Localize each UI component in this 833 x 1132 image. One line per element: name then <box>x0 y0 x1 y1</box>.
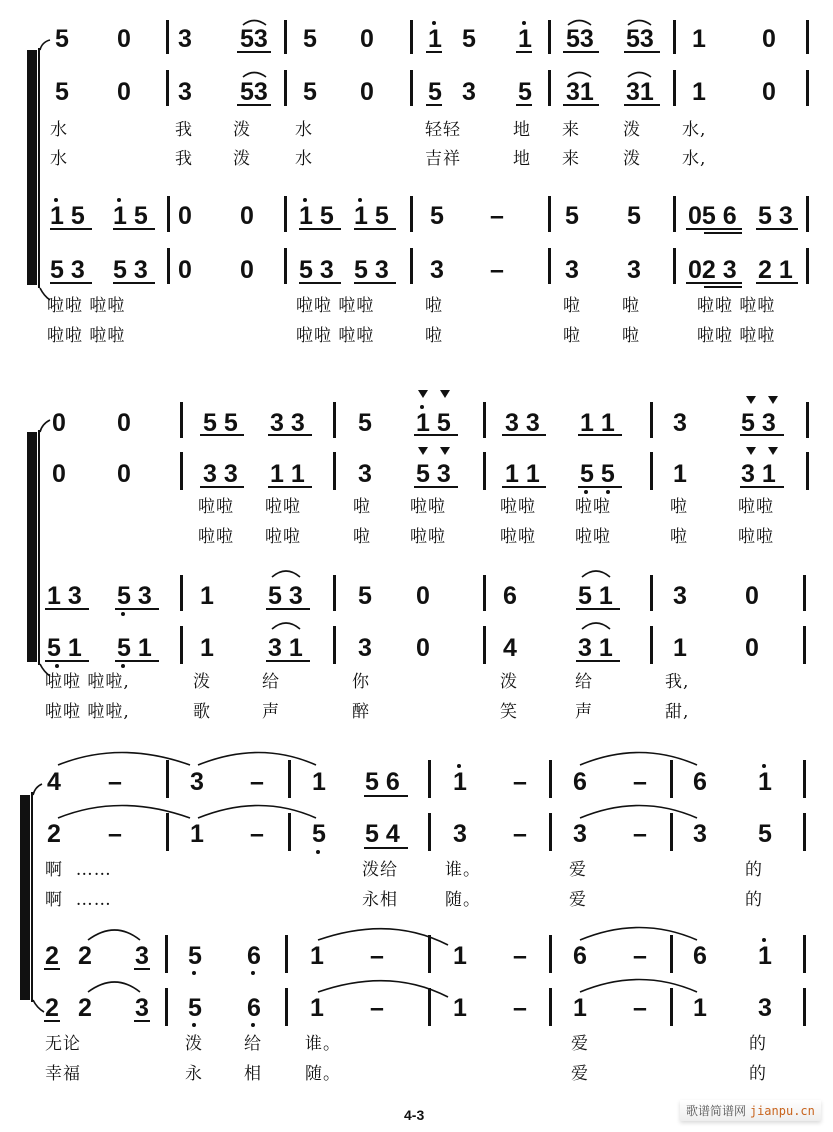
note: 1 1 <box>270 460 305 488</box>
note: 5 <box>188 994 202 1022</box>
note: 3 <box>135 994 149 1022</box>
note: 4 <box>503 634 517 662</box>
lyric: 随。 <box>445 890 481 910</box>
note: 5 <box>430 202 444 230</box>
note: 1 <box>453 994 467 1022</box>
note: 0 <box>117 25 131 53</box>
lyric: 吉祥 <box>425 149 461 169</box>
lyric: 啦 <box>563 296 581 316</box>
note: 1 <box>693 994 707 1022</box>
lyric: 我, <box>665 672 690 692</box>
note: 1 <box>573 994 587 1022</box>
lyric: 泼 <box>193 672 211 692</box>
lyric: 啦啦 啦啦 <box>296 326 375 346</box>
note: 3 <box>462 78 476 106</box>
lyric: 啦啦 <box>738 527 774 547</box>
lyric: 水 <box>295 149 313 169</box>
note: 5 3 <box>299 256 334 284</box>
note: 0 <box>52 460 66 488</box>
note: 3 3 <box>203 460 238 488</box>
lyric: 啦啦 <box>410 497 446 517</box>
note: 6 <box>573 942 587 970</box>
note: 0 <box>240 256 254 284</box>
watermark-en: jianpu.cn <box>749 1104 815 1118</box>
lyric: 啦啦 <box>198 497 234 517</box>
note: 1 <box>310 942 324 970</box>
note: 1 3 <box>47 582 82 610</box>
note: 3 1 <box>578 634 613 662</box>
note: 0 <box>178 202 192 230</box>
note: – <box>633 994 647 1022</box>
lyric: 水 <box>50 149 68 169</box>
lyric: 啦 <box>353 527 371 547</box>
note: 3 <box>453 820 467 848</box>
note: 6 <box>247 994 261 1022</box>
lyric: 啦啦 啦啦 <box>296 296 375 316</box>
note: 3 <box>693 820 707 848</box>
lyric: 啦 <box>670 527 688 547</box>
note: 1 1 <box>580 409 615 437</box>
note: 3 <box>673 409 687 437</box>
lyric: 来 <box>562 149 580 169</box>
note: 3 1 <box>268 634 303 662</box>
note: 3 <box>758 994 772 1022</box>
lyric: 泼 <box>233 120 251 140</box>
lyric: 啦 <box>622 296 640 316</box>
note: 6 <box>503 582 517 610</box>
note: 5 5 <box>580 460 615 488</box>
lyric: 啦 <box>353 497 371 517</box>
lyric: 永 <box>185 1064 203 1084</box>
lyric: 水, <box>682 149 707 169</box>
lyric: 给 <box>244 1034 262 1054</box>
lyric: 笑 <box>500 702 518 722</box>
note: 5 4 <box>365 820 400 848</box>
lyric: 地 <box>513 120 531 140</box>
note: 0 <box>745 634 759 662</box>
lyric: 啦啦 啦啦, <box>45 672 130 692</box>
note: – <box>633 942 647 970</box>
note: 5 <box>758 820 772 848</box>
lyric: 爱 <box>571 1034 589 1054</box>
note: 5 3 <box>50 256 85 284</box>
lyric: 啦啦 啦啦 <box>697 296 776 316</box>
note: 5 <box>55 78 69 106</box>
lyric: 醉 <box>352 702 370 722</box>
lyric: 泼给 <box>362 860 398 880</box>
lyric: 啦啦 <box>198 527 234 547</box>
lyric: 啦 <box>425 296 443 316</box>
lyric: 我 <box>175 120 193 140</box>
lyric: 地 <box>513 149 531 169</box>
note: 1 5 <box>50 202 85 230</box>
note: 1 <box>692 25 706 53</box>
note: 5 <box>428 78 442 106</box>
note: 31 <box>566 78 594 106</box>
lyric: 啦 <box>425 326 443 346</box>
page-number: 4-3 <box>404 1107 425 1123</box>
note: 0 <box>240 202 254 230</box>
lyric: 啦啦 啦啦, <box>45 702 130 722</box>
note: 1 <box>190 820 204 848</box>
lyric: 谁。 <box>305 1034 341 1054</box>
lyric: 啦啦 啦啦 <box>47 296 126 316</box>
lyric: 给 <box>262 672 280 692</box>
note: 5 3 <box>416 460 451 488</box>
note: 3 <box>135 942 149 970</box>
note: – <box>633 820 647 848</box>
note: – <box>370 994 384 1022</box>
note: 0 <box>745 582 759 610</box>
note: 5 3 <box>117 582 152 610</box>
note: 53 <box>566 25 594 53</box>
note: 5 3 <box>268 582 303 610</box>
note: 1 5 <box>299 202 334 230</box>
note: – <box>108 820 122 848</box>
note: 3 <box>190 768 204 796</box>
note: – <box>250 768 264 796</box>
note: 0 <box>360 78 374 106</box>
note: 5 <box>358 582 372 610</box>
note: – <box>633 768 647 796</box>
note: – <box>108 768 122 796</box>
note: 4 <box>47 768 61 796</box>
note: 5 <box>462 25 476 53</box>
lyric: 爱 <box>571 1064 589 1084</box>
lyric: 啊 …… <box>45 860 112 880</box>
note: 5 1 <box>578 582 613 610</box>
note: – <box>513 768 527 796</box>
watermark-cn: 歌谱简谱网 <box>686 1104 747 1118</box>
lyric: 啦啦 <box>265 527 301 547</box>
note: 3 <box>573 820 587 848</box>
lyric: 的 <box>745 860 763 880</box>
note: 2 <box>78 942 92 970</box>
lyric: 声 <box>262 702 280 722</box>
note: 5 3 <box>758 202 793 230</box>
note: 2 <box>45 994 59 1022</box>
lyric: 啦 <box>622 326 640 346</box>
note: 02 3 <box>688 256 737 284</box>
note: 3 <box>178 78 192 106</box>
note: 5 <box>358 409 372 437</box>
note: 3 <box>430 256 444 284</box>
note: – <box>513 942 527 970</box>
note: 5 6 <box>365 768 400 796</box>
lyric: 啦啦 <box>500 527 536 547</box>
note: 3 <box>178 25 192 53</box>
note: 1 <box>673 634 687 662</box>
lyric: 啦啦 <box>410 527 446 547</box>
lyric: 的 <box>745 890 763 910</box>
lyric: 轻轻 <box>425 120 461 140</box>
note: – <box>490 256 504 284</box>
note: 1 <box>453 942 467 970</box>
note: 5 5 <box>203 409 238 437</box>
note: – <box>513 994 527 1022</box>
lyric: 我 <box>175 149 193 169</box>
note: 0 <box>762 78 776 106</box>
lyric: 甜, <box>665 702 690 722</box>
note: 5 <box>565 202 579 230</box>
note: 0 <box>416 582 430 610</box>
note: 3 3 <box>505 409 540 437</box>
note: 3 1 <box>741 460 776 488</box>
note: 1 <box>758 768 772 796</box>
note: 1 <box>200 582 214 610</box>
lyric: 啦啦 <box>575 527 611 547</box>
lyric: 水 <box>50 120 68 140</box>
note: 5 <box>303 78 317 106</box>
lyric: 啦啦 <box>738 497 774 517</box>
note: 3 <box>673 582 687 610</box>
lyric: 啦啦 <box>500 497 536 517</box>
note: 5 <box>518 78 532 106</box>
note: 2 <box>45 942 59 970</box>
note: 3 3 <box>270 409 305 437</box>
note: 1 1 <box>505 460 540 488</box>
note: 0 <box>117 78 131 106</box>
note: 6 <box>693 768 707 796</box>
lyric: 啦啦 <box>265 497 301 517</box>
note: 3 <box>358 460 372 488</box>
note: 5 <box>188 942 202 970</box>
note: 3 <box>358 634 372 662</box>
note: 1 <box>673 460 687 488</box>
lyric: 的 <box>749 1064 767 1084</box>
lyric: 水 <box>295 120 313 140</box>
note: 2 <box>78 994 92 1022</box>
lyric: 的 <box>749 1034 767 1054</box>
note: 0 <box>52 409 66 437</box>
note: 1 <box>453 768 467 796</box>
lyric: 无论 <box>45 1034 81 1054</box>
note: 1 5 <box>354 202 389 230</box>
lyric: 歌 <box>193 702 211 722</box>
note: 5 <box>303 25 317 53</box>
note: 5 3 <box>354 256 389 284</box>
note: – <box>513 820 527 848</box>
note: 0 <box>117 409 131 437</box>
lyric: 泼 <box>623 120 641 140</box>
note: 5 3 <box>741 409 776 437</box>
lyric: 泼 <box>233 149 251 169</box>
lyric: 谁。 <box>445 860 481 880</box>
note: 0 <box>416 634 430 662</box>
lyric: 啦 <box>563 326 581 346</box>
lyric: 泼 <box>500 672 518 692</box>
lyric: 来 <box>562 120 580 140</box>
note: – <box>250 820 264 848</box>
note: 1 <box>200 634 214 662</box>
lyric: 啦啦 <box>575 497 611 517</box>
lyric: 相 <box>244 1064 262 1084</box>
lyric: 爱 <box>569 890 587 910</box>
lyric: 水, <box>682 120 707 140</box>
lyric: 幸福 <box>45 1064 81 1084</box>
note: 5 1 <box>117 634 152 662</box>
lyric: 永相 <box>362 890 398 910</box>
note: 5 3 <box>113 256 148 284</box>
lyric: 泼 <box>623 149 641 169</box>
note: 6 <box>247 942 261 970</box>
lyric: 你 <box>352 672 370 692</box>
note: 6 <box>573 768 587 796</box>
note: 3 <box>565 256 579 284</box>
note: 53 <box>240 25 268 53</box>
lyric: 啦 <box>670 497 688 517</box>
note: 5 1 <box>47 634 82 662</box>
note: 1 <box>518 25 532 53</box>
note: 1 <box>428 25 442 53</box>
lyric: 啦啦 啦啦 <box>697 326 776 346</box>
note: 1 <box>758 942 772 970</box>
note: 5 <box>55 25 69 53</box>
note: 1 5 <box>113 202 148 230</box>
note: 1 <box>692 78 706 106</box>
note: – <box>490 202 504 230</box>
note: 05 6 <box>688 202 737 230</box>
note: 6 <box>693 942 707 970</box>
lyric: 声 <box>575 702 593 722</box>
note: 53 <box>626 25 654 53</box>
note: 1 <box>312 768 326 796</box>
note: 5 <box>312 820 326 848</box>
note: 2 <box>47 820 61 848</box>
note: 3 <box>627 256 641 284</box>
note: 0 <box>762 25 776 53</box>
note: 1 <box>310 994 324 1022</box>
note: 31 <box>626 78 654 106</box>
note: 2 1 <box>758 256 793 284</box>
lyric: 啦啦 啦啦 <box>47 326 126 346</box>
note: 53 <box>240 78 268 106</box>
note: 5 <box>627 202 641 230</box>
lyric: 啊 …… <box>45 890 112 910</box>
lyric: 泼 <box>185 1034 203 1054</box>
note: 0 <box>117 460 131 488</box>
note: 0 <box>360 25 374 53</box>
lyric: 随。 <box>305 1064 341 1084</box>
lyric: 爱 <box>569 860 587 880</box>
note: 0 <box>178 256 192 284</box>
lyric: 给 <box>575 672 593 692</box>
watermark[interactable] <box>680 1100 821 1121</box>
note: 1 5 <box>416 409 451 437</box>
note: – <box>370 942 384 970</box>
